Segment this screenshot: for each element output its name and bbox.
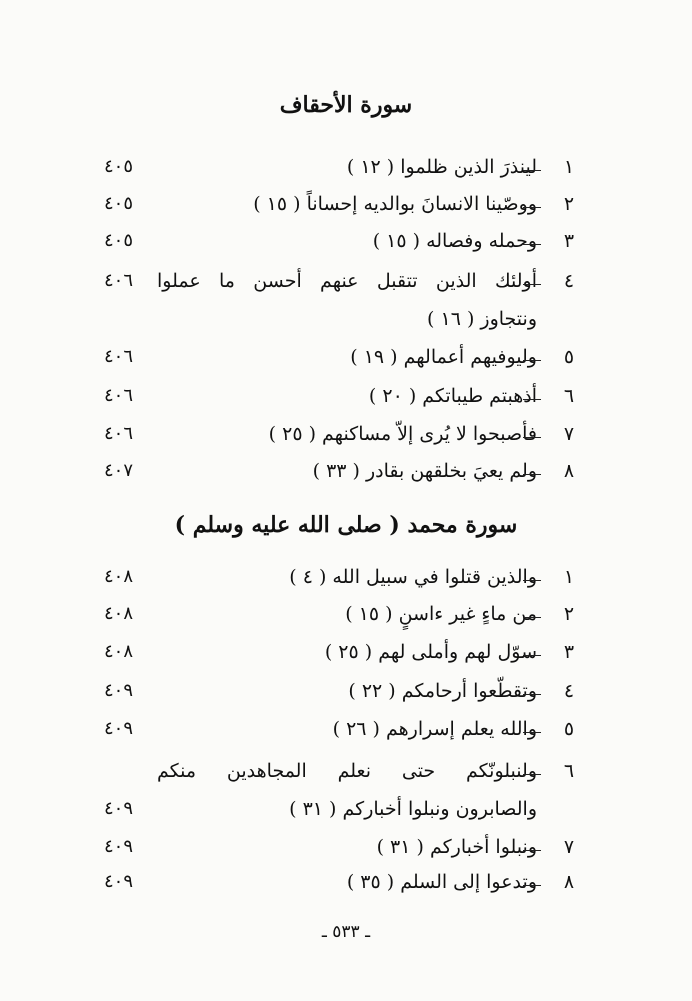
entry-number: ٨ — [563, 460, 575, 482]
index-entry — [0, 460, 692, 490]
entry-dash — [523, 437, 541, 438]
entry-dash — [523, 474, 541, 475]
entry-text: والله يعلم إسرارهم ( ٢٦ ) — [332, 718, 537, 740]
entry-page: ٤٠٥ — [104, 193, 134, 214]
entry-page: ٤٠٨ — [104, 641, 134, 662]
index-entry — [0, 193, 692, 223]
index-entry — [0, 385, 692, 415]
entry-number: ٤ — [563, 680, 575, 702]
entry-page: ٤٠٩ — [104, 680, 134, 701]
entry-dash — [523, 655, 541, 656]
entry-page: ٤٠٧ — [104, 460, 134, 481]
entry-number: ٦ — [563, 385, 575, 407]
entry-page: ٤٠٨ — [104, 566, 134, 587]
entry-page: ٤٠٦ — [104, 270, 134, 291]
index-entry — [0, 346, 692, 376]
entry-dash — [523, 694, 541, 695]
section-title-ahqaf: سورة الأحقاف — [279, 92, 413, 118]
entry-text: ولم يعيَ بخلقهن بقادر ( ٣٣ ) — [312, 460, 537, 482]
entry-dash — [523, 885, 541, 886]
entry-page: ٤٠٦ — [104, 346, 134, 367]
entry-dash — [523, 170, 541, 171]
entry-page: ٤٠٨ — [104, 603, 134, 624]
index-entry — [0, 156, 692, 186]
page-number: ـ ٥٣٣ ـ — [321, 922, 371, 942]
index-entry — [0, 270, 692, 300]
index-entry — [0, 641, 692, 671]
entry-page: ٤٠٩ — [104, 718, 134, 739]
entry-text: أذهبتم طيباتكم ( ٢٠ ) — [368, 385, 537, 407]
entry-number: ٧ — [563, 836, 575, 858]
index-entry — [0, 423, 692, 453]
entry-number: ٤ — [563, 270, 575, 292]
entry-page: ٤٠٦ — [104, 423, 134, 444]
entry-dash — [523, 207, 541, 208]
entry-text: وليوفيهم أعمالهم ( ١٩ ) — [350, 346, 537, 368]
entry-text: سوّل لهم وأملى لهم ( ٢٥ ) — [324, 641, 537, 663]
entry-page: ٤٠٩ — [104, 871, 134, 892]
entry-number: ٦ — [563, 760, 575, 782]
entry-number: ١ — [563, 156, 575, 178]
entry-text: ووصّينا الانسانَ بوالديه إحساناً ( ١٥ ) — [253, 193, 537, 215]
entry-number: ٧ — [563, 423, 575, 445]
entry-dash — [523, 580, 541, 581]
entry-number: ٣ — [563, 230, 575, 252]
entry-text: وتقطّعوا أرحامكم ( ٢٢ ) — [348, 680, 537, 702]
entry-dash — [523, 732, 541, 733]
entry-page: ٤٠٦ — [104, 385, 134, 406]
index-entry — [0, 566, 692, 596]
entry-number: ٣ — [563, 641, 575, 663]
entry-dash — [523, 617, 541, 618]
entry-number: ٥ — [563, 718, 575, 740]
entry-number: ٥ — [563, 346, 575, 368]
entry-number: ٢ — [563, 603, 575, 625]
index-entry — [0, 230, 692, 260]
entry-text: ونبلوا أخباركم ( ٣١ ) — [376, 836, 537, 858]
index-entry — [0, 718, 692, 748]
entry-dash — [523, 774, 541, 775]
entry-dash — [523, 850, 541, 851]
entry-text: وحمله وفصاله ( ١٥ ) — [372, 230, 537, 252]
entry-text: وتدعوا إلى السلم ( ٣٥ ) — [346, 871, 537, 893]
entry-page: ٤٠٩ — [104, 836, 134, 857]
section-title-muhammad: سورة محمد ( صلى الله عليه وسلم ) — [174, 512, 518, 538]
index-entry-continuation — [0, 308, 692, 338]
entry-dash — [523, 284, 541, 285]
entry-text: من ماءٍ غير ءاسنٍ ( ١٥ ) — [345, 603, 537, 625]
index-entry — [0, 760, 692, 790]
entry-text-continued: ونتجاوز ( ١٦ ) — [427, 308, 537, 330]
index-entry — [0, 836, 692, 866]
entry-dash — [523, 399, 541, 400]
entry-page: ٤٠٥ — [104, 156, 134, 177]
index-entry — [0, 680, 692, 710]
entry-dash — [523, 244, 541, 245]
entry-text: والذين قتلوا في سبيل الله ( ٤ ) — [289, 566, 537, 588]
entry-text: أولئك الذين تتقبل عنهم أحسن ما عملوا — [157, 270, 537, 292]
entry-text-continued: والصابرون ونبلوا أخباركم ( ٣١ ) — [289, 798, 537, 820]
entry-number: ٨ — [563, 871, 575, 893]
index-entry-continuation — [0, 798, 692, 828]
entry-number: ١ — [563, 566, 575, 588]
entry-page: ٤٠٥ — [104, 230, 134, 251]
entry-text: ولنبلونّكم حتى نعلم المجاهدين منكم — [157, 760, 537, 782]
index-entry — [0, 871, 692, 901]
index-entry — [0, 603, 692, 633]
entry-dash — [523, 360, 541, 361]
entry-page: ٤٠٩ — [104, 798, 134, 819]
entry-text: فأصبحوا لا يُرى إلاّ مساكنهم ( ٢٥ ) — [268, 423, 537, 445]
entry-text: لينذرَ الذين ظلموا ( ١٢ ) — [346, 156, 537, 178]
entry-number: ٢ — [563, 193, 575, 215]
